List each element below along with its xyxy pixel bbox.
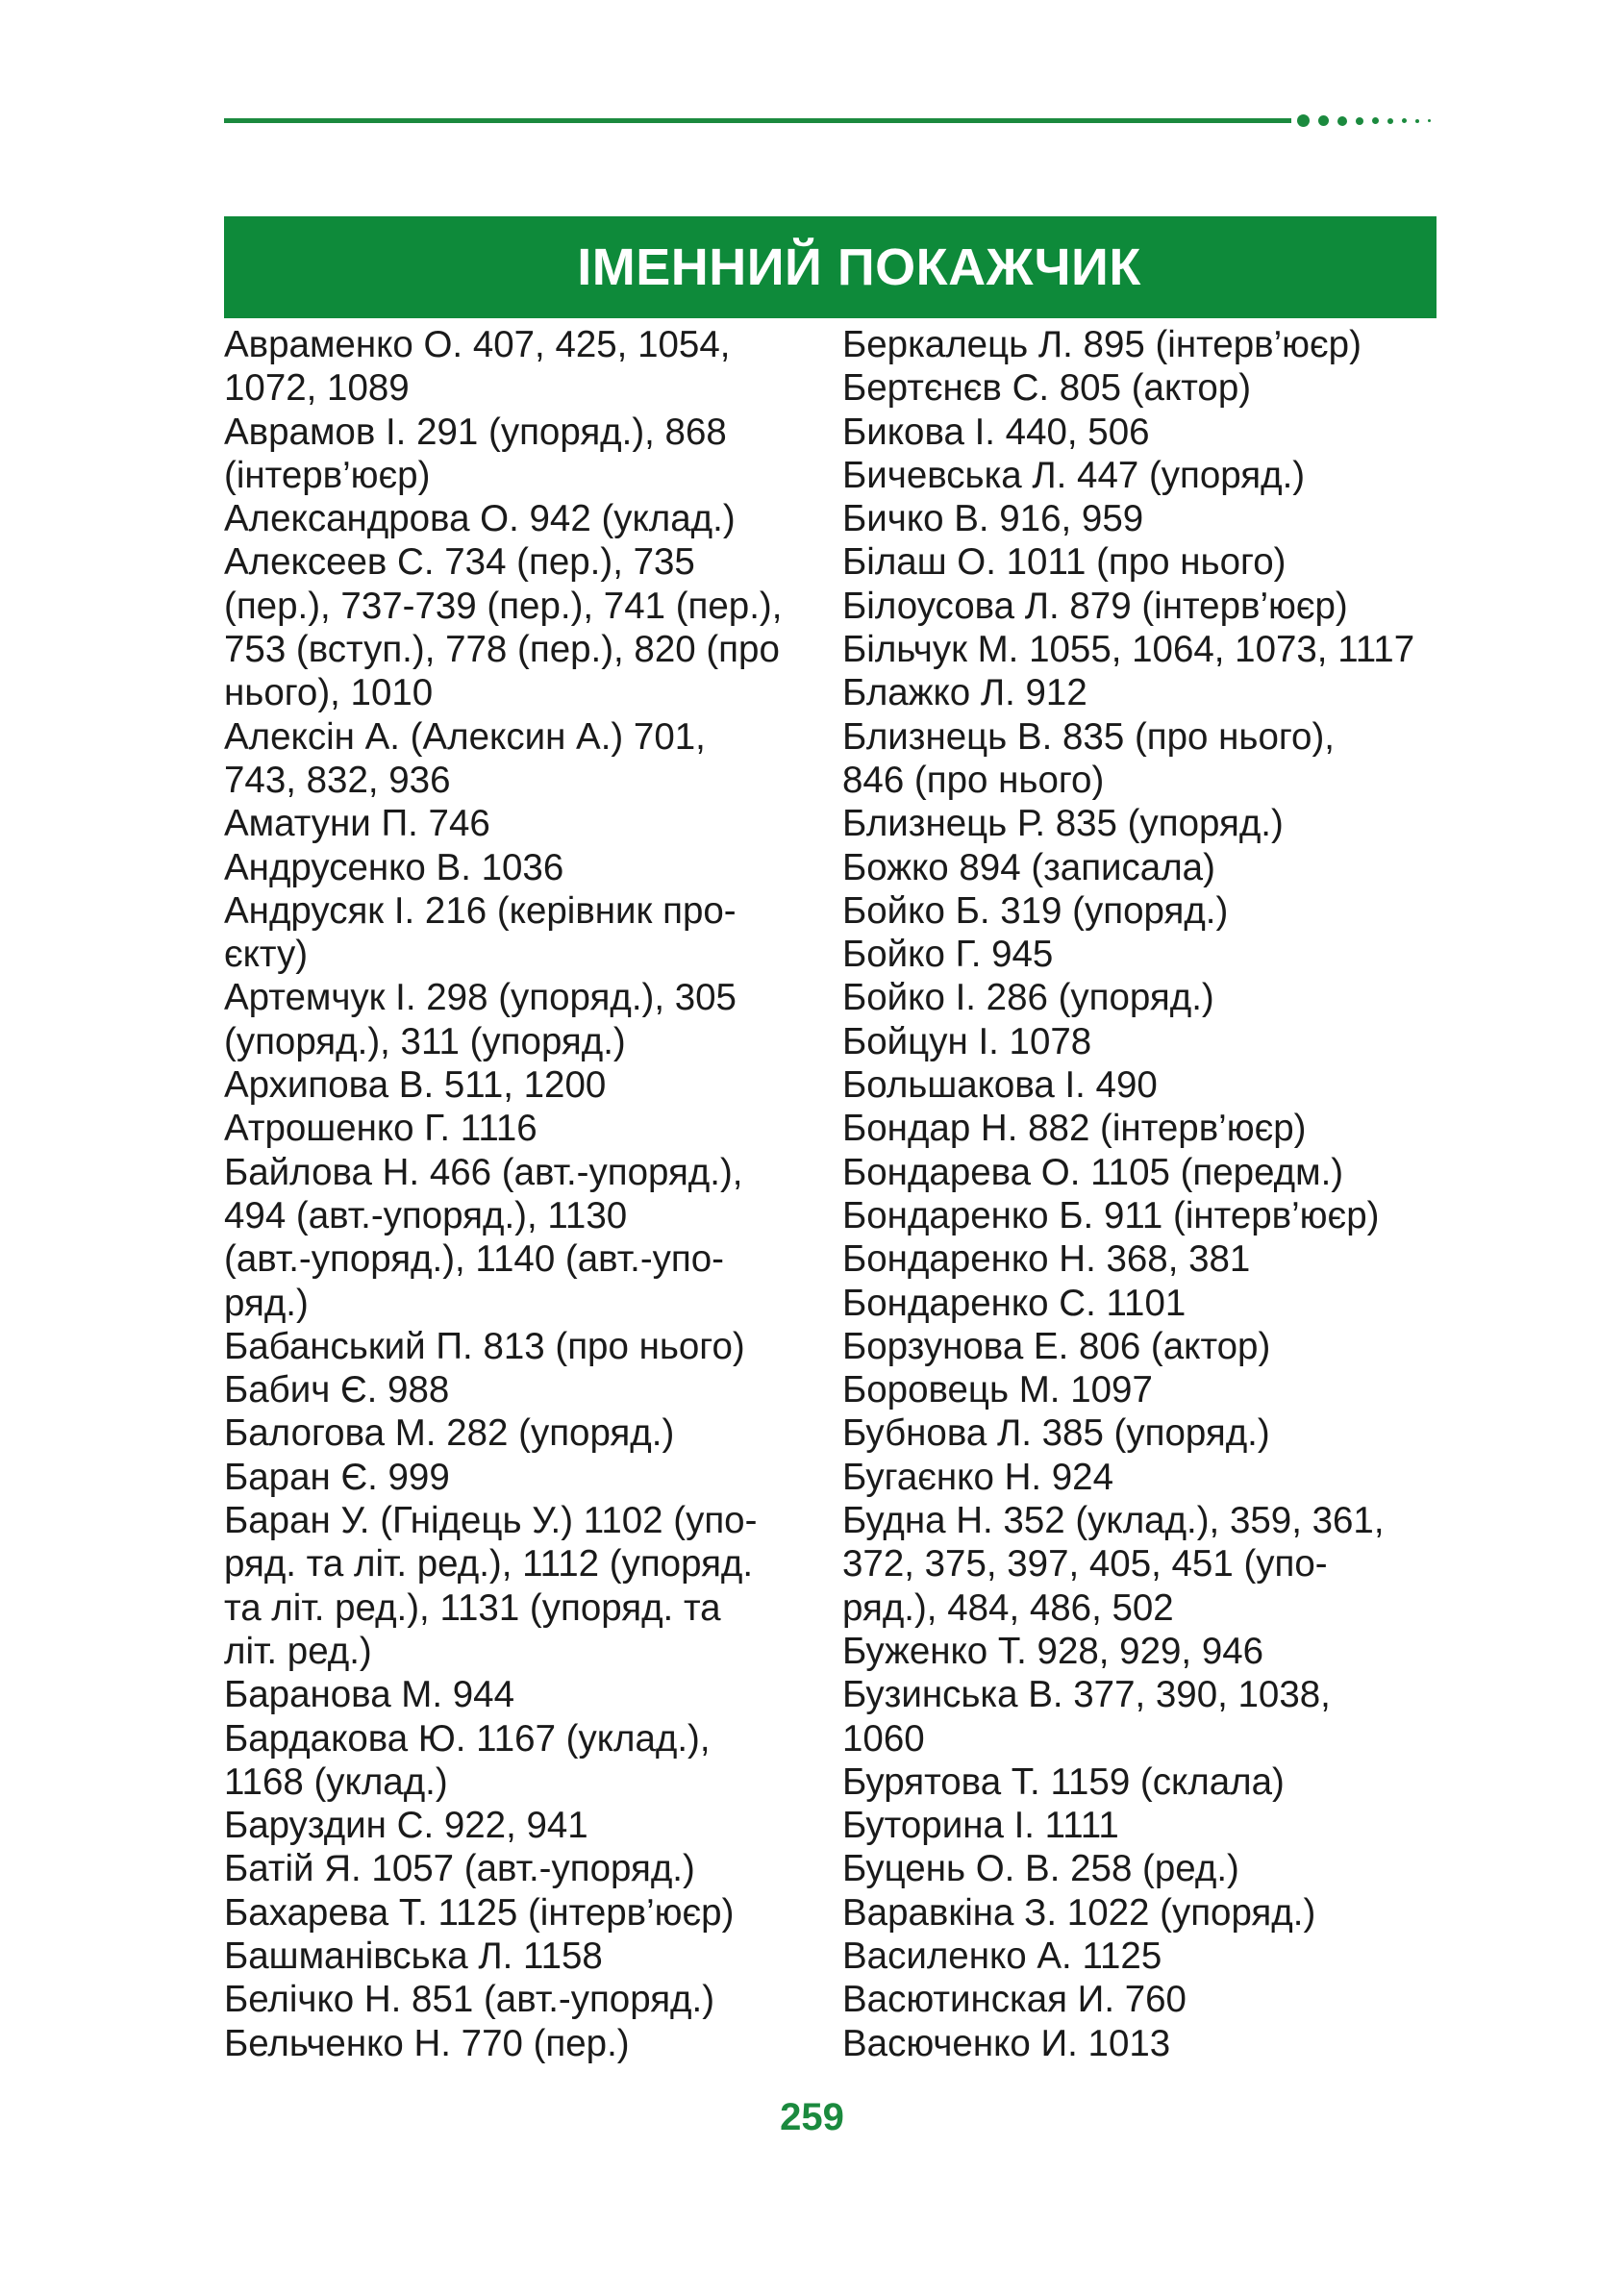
index-entry-line: Аврамов І. 291 (упоряд.), 868	[224, 411, 727, 453]
index-entry-line: Близнець Р. 835 (упоряд.)	[842, 803, 1284, 845]
index-entry-line: ряд.)	[224, 1282, 309, 1324]
index-entry-line: Бузинська В. 377, 390, 1038,	[842, 1674, 1331, 1716]
index-entry-line: Балогова М. 282 (упоряд.)	[224, 1412, 675, 1455]
index-entry-line: Андрусяк І. 216 (керівник про-	[224, 889, 737, 932]
index-entry-line: Бабич Є. 988	[224, 1369, 450, 1411]
index-entry-line: Архипова В. 511, 1200	[224, 1064, 607, 1107]
index-entry-line: Александрова О. 942 (уклад.)	[224, 498, 736, 540]
index-entry-line: ряд.), 484, 486, 502	[842, 1586, 1174, 1629]
index-entry-line: Авраменко О. 407, 425, 1054,	[224, 324, 731, 365]
index-entry-line: Васютинская И. 760	[842, 1979, 1187, 2021]
index-entry-line: Блажко Л. 912	[842, 672, 1087, 714]
index-entry-line: Андрусенко В. 1036	[224, 846, 564, 888]
index-entry-line: Бертєнєв С. 805 (актор)	[842, 367, 1252, 410]
index-entry-line: Бондаренко Б. 911 (інтерв’юєр)	[842, 1194, 1380, 1236]
index-entry-line: Бардакова Ю. 1167 (уклад.),	[224, 1717, 711, 1760]
index-entry-line: Баран У. (Гнідець У.) 1102 (упо-	[224, 1500, 758, 1542]
index-entry-line: Бикова І. 440, 506	[842, 411, 1150, 453]
index-entry-line: Большакова І. 490	[842, 1064, 1158, 1107]
index-entry-line: Бельченко Н. 770 (пер.)	[224, 2022, 630, 2064]
index-entry-line: Баран Є. 999	[224, 1456, 450, 1498]
index-entry-line: Бойко Б. 319 (упоряд.)	[842, 889, 1229, 932]
index-entry-line: 1072, 1089	[224, 367, 410, 410]
index-entry-line: Бичко В. 916, 959	[842, 498, 1144, 540]
dot	[1387, 118, 1393, 124]
index-entry-line: єкту)	[224, 934, 309, 976]
index-entry-line: літ. ред.)	[224, 1630, 372, 1672]
index-entry-line: нього), 1010	[224, 672, 434, 714]
dot	[1356, 117, 1363, 125]
decorative-dots	[1297, 114, 1431, 127]
index-entry-line: Василенко А. 1125	[842, 1935, 1162, 1977]
index-entry-line: Буторина І. 1111	[842, 1805, 1119, 1847]
index-entry-line: Боровець М. 1097	[842, 1369, 1153, 1411]
dot	[1402, 118, 1407, 123]
index-entry-line: Бурятова Т. 1159 (склала)	[842, 1760, 1285, 1803]
index-entry-line: Бойцун І. 1078	[842, 1020, 1092, 1062]
index-entry-line: (пер.), 737-739 (пер.), 741 (пер.),	[224, 585, 783, 627]
index-entry-line: Алексін А. (Алексин А.) 701,	[224, 715, 706, 758]
index-entry-line: Васюченко И. 1013	[842, 2022, 1171, 2064]
dot	[1372, 117, 1379, 124]
index-entry-line: Бичевська Л. 447 (упоряд.)	[842, 454, 1306, 496]
dot	[1318, 115, 1329, 126]
index-entry-line: 743, 832, 936	[224, 759, 451, 801]
index-entry-line: Бондар Н. 882 (інтерв’юєр)	[842, 1108, 1307, 1150]
index-entry-line: Бондаренко Н. 368, 381	[842, 1238, 1251, 1281]
index-entry-line: Будна Н. 352 (уклад.), 359, 361,	[842, 1500, 1385, 1542]
index-entry-line: 494 (авт.-упоряд.), 1130	[224, 1194, 628, 1236]
index-entry-line: Бабанський П. 813 (про нього)	[224, 1325, 745, 1367]
dot	[1428, 119, 1431, 122]
index-entry-line: Алексеев С. 734 (пер.), 735	[224, 541, 695, 584]
index-entry-line: 1060	[842, 1717, 925, 1760]
index-entry-line: Борзунова Е. 806 (актор)	[842, 1325, 1271, 1367]
index-column-right	[842, 323, 1458, 2065]
index-entry-line: Бондаренко С. 1101	[842, 1282, 1187, 1324]
index-entry-line: Бугаєнко Н. 924	[842, 1456, 1114, 1498]
index-entry-line: Белічко Н. 851 (авт.-упоряд.)	[224, 1979, 715, 2021]
index-entry-line: 753 (вступ.), 778 (пер.), 820 (про	[224, 629, 780, 671]
index-entry-line: 1168 (уклад.)	[224, 1760, 448, 1803]
index-entry-line: Білоусова Л. 879 (інтерв’юєр)	[842, 585, 1348, 627]
index-entry-line: (інтерв’юєр)	[224, 454, 431, 496]
index-entry-line: Беркалець Л. 895 (інтерв’юєр)	[842, 324, 1362, 365]
index-entry-line: (авт.-упоряд.), 1140 (авт.-упо-	[224, 1238, 724, 1281]
index-entry-line: Божко 894 (записала)	[842, 846, 1215, 888]
title-banner	[224, 216, 1437, 318]
dot	[1297, 114, 1310, 127]
index-entry-line: Байлова Н. 466 (авт.-упоряд.),	[224, 1151, 743, 1193]
index-entry-line: Білаш О. 1011 (про нього)	[842, 541, 1287, 584]
dot	[1415, 119, 1419, 123]
index-entry-line: та літ. ред.), 1131 (упоряд. та	[224, 1586, 721, 1629]
index-entry-line: Варавкіна З. 1022 (упоряд.)	[842, 1891, 1316, 1934]
index-entry-line: Бондарева О. 1105 (передм.)	[842, 1151, 1344, 1193]
index-entry-line: Буцень О. В. 258 (ред.)	[842, 1848, 1239, 1890]
index-entry-line: Башманівська Л. 1158	[224, 1935, 603, 1977]
page-number: 259	[780, 2096, 844, 2138]
index-entry-line: Атрошенко Г. 1116	[224, 1108, 537, 1150]
index-entry-line: Бубнова Л. 385 (упоряд.)	[842, 1412, 1270, 1455]
index-entry-line: Близнець В. 835 (про нього),	[842, 715, 1335, 758]
index-entry-line: Бойко І. 286 (упоряд.)	[842, 977, 1214, 1019]
index-entry-line: Баруздин С. 922, 941	[224, 1805, 588, 1847]
top-rule	[224, 118, 1291, 123]
index-entry-line: Батій Я. 1057 (авт.-упоряд.)	[224, 1848, 695, 1890]
dot	[1337, 116, 1347, 126]
index-entry-line: ряд. та літ. ред.), 1112 (упоряд.	[224, 1543, 754, 1585]
index-entry-line: Баранова М. 944	[224, 1674, 515, 1716]
index-entry-line: (упоряд.), 311 (упоряд.)	[224, 1020, 626, 1062]
index-column-left	[224, 323, 839, 2065]
index-entry-line: Бойко Г. 945	[842, 934, 1054, 976]
index-entry-line: Більчук М. 1055, 1064, 1073, 1117	[842, 629, 1415, 671]
index-entry-line: 372, 375, 397, 405, 451 (упо-	[842, 1543, 1328, 1585]
index-entry-line: Бахарева Т. 1125 (інтерв’юєр)	[224, 1891, 735, 1934]
index-entry-line: 846 (про нього)	[842, 759, 1105, 801]
index-entry-line: Буженко Т. 928, 929, 946	[842, 1630, 1264, 1672]
index-entry-line: Артемчук І. 298 (упоряд.), 305	[224, 977, 737, 1019]
index-entry-line: Аматуни П. 746	[224, 803, 490, 845]
page-title: ІМЕННИЙ ПОКАЖЧИК	[577, 238, 1141, 296]
